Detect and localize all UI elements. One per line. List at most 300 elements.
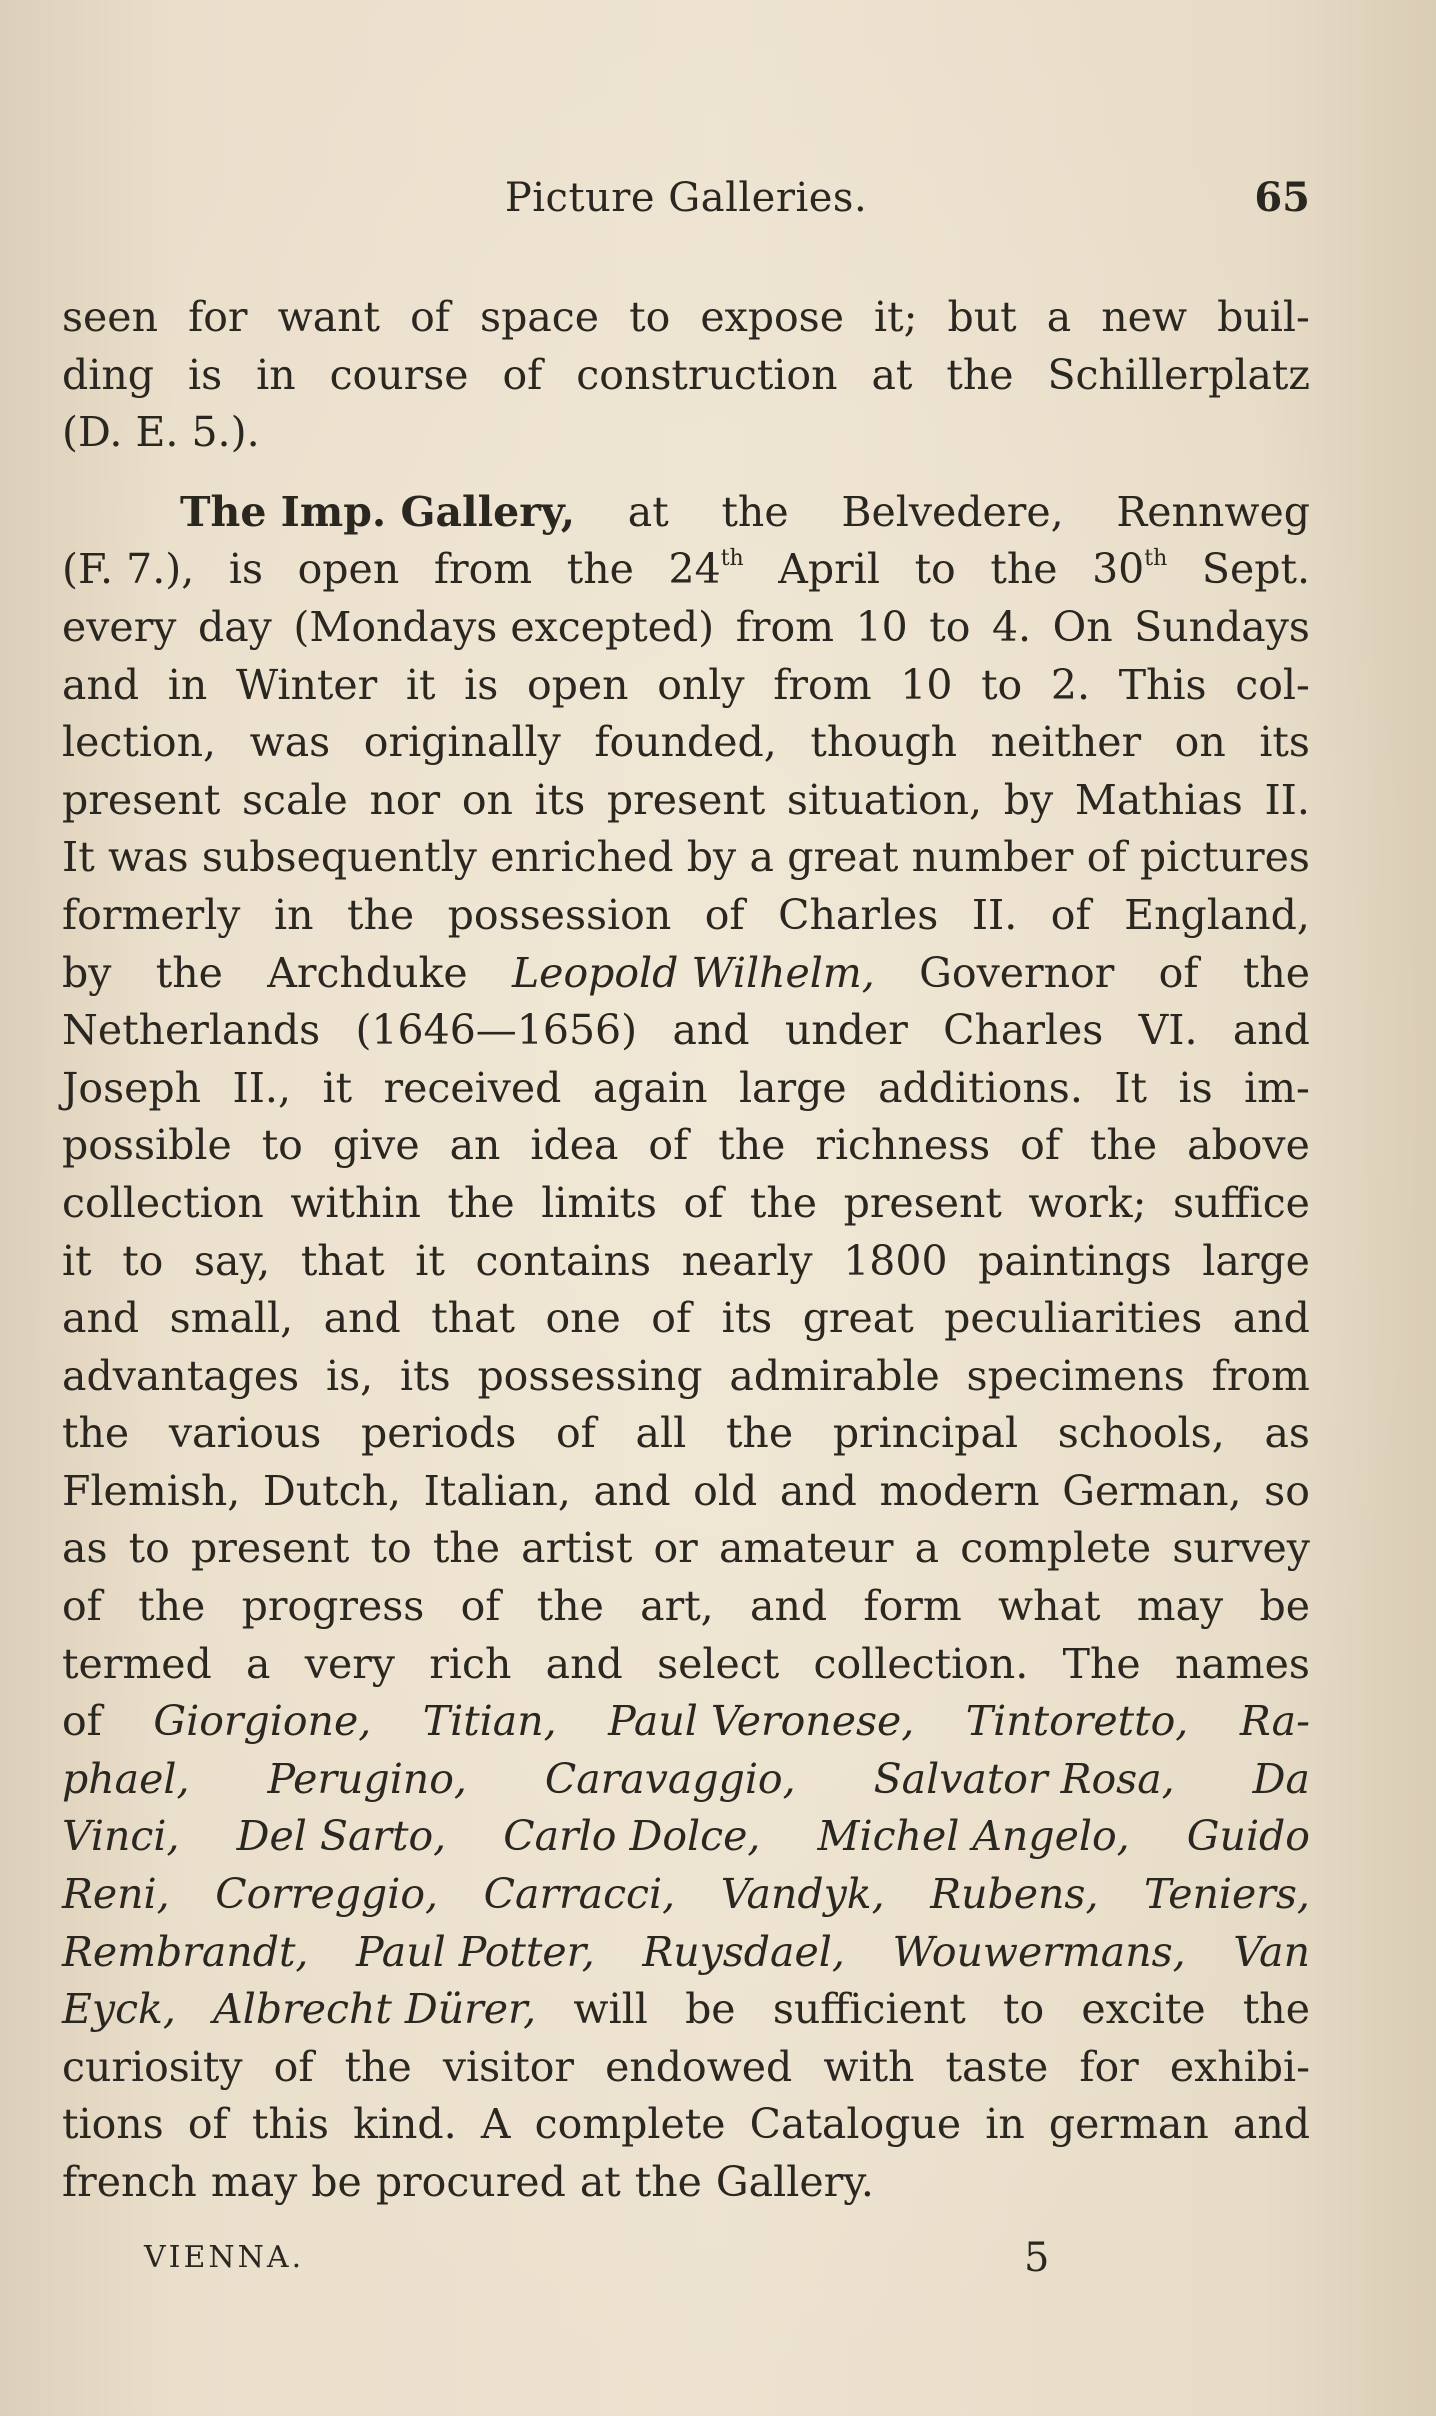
word: under	[784, 1006, 908, 1055]
word: german	[1048, 2100, 1209, 2149]
word: Eyck,	[62, 1985, 176, 2034]
word: from	[1211, 1351, 1310, 1400]
word: Giorgione,	[153, 1697, 372, 1746]
word: richness	[815, 1121, 991, 1170]
word: in	[256, 350, 296, 399]
word: Joseph	[62, 1063, 202, 1112]
word: by	[62, 948, 112, 997]
text-line	[62, 1924, 1310, 1982]
word: so	[1264, 1466, 1310, 1515]
word: the	[566, 545, 634, 594]
word: specimens	[966, 1351, 1185, 1400]
word: 10	[900, 660, 953, 709]
word: nor	[369, 775, 441, 824]
word: Perugino,	[267, 1754, 467, 1803]
word: possible	[62, 1121, 232, 1170]
word: be	[685, 1985, 736, 2034]
word: select	[657, 1639, 780, 1688]
word: VI.	[1138, 1006, 1198, 1055]
word: of	[62, 1582, 102, 1631]
word: progress	[241, 1582, 425, 1631]
word: suffice	[1173, 1178, 1310, 1227]
word: survey	[1172, 1524, 1310, 1573]
word: termed	[62, 1639, 212, 1688]
word: Correggio,	[215, 1870, 439, 1919]
text-line	[62, 1981, 1310, 2039]
word: principal	[832, 1409, 1019, 1458]
word: may	[1136, 1582, 1224, 1631]
word: it	[322, 1063, 353, 1112]
word: Schillerplatz	[1047, 350, 1310, 399]
word: the	[725, 1409, 794, 1458]
word: formerly	[62, 890, 241, 939]
word: additions.	[878, 1063, 1083, 1112]
word: at	[871, 350, 913, 399]
word: again	[592, 1063, 708, 1112]
text-line	[62, 1693, 1310, 1751]
text-line	[62, 1808, 1310, 1866]
word: 24th	[668, 545, 744, 594]
word: from	[433, 545, 533, 594]
word: collection	[62, 1178, 264, 1227]
word: Italian,	[423, 1466, 571, 1515]
word: sufficient	[772, 1985, 966, 2034]
word: tions	[62, 2100, 164, 2149]
word: of	[1086, 833, 1127, 882]
word: as	[62, 1524, 108, 1573]
word: a	[246, 1639, 271, 1688]
signature-numeral: 5	[1024, 2235, 1050, 2281]
word: the	[536, 1582, 604, 1631]
running-title: Picture Galleries.	[504, 175, 868, 221]
word: Leopold Wilhelm,	[511, 948, 875, 997]
word: Vinci,	[62, 1812, 180, 1861]
word: originally	[363, 718, 561, 767]
word: the	[1242, 948, 1310, 997]
word: (D. E. 5.).	[62, 408, 260, 457]
word: to	[128, 1524, 170, 1573]
word: founded,	[594, 718, 777, 767]
word: rich	[429, 1639, 512, 1688]
word: from	[735, 602, 835, 651]
word: On	[1052, 602, 1113, 651]
word: was	[107, 833, 189, 882]
word: its	[1259, 718, 1310, 767]
word: complete	[534, 2100, 726, 2149]
word: Teniers,	[1144, 1870, 1310, 1919]
word: Guido	[1186, 1812, 1310, 1861]
page-number: 65	[1254, 174, 1310, 221]
word: that	[300, 1236, 385, 1285]
word: im-	[1244, 1063, 1310, 1112]
word: It	[62, 833, 95, 882]
word: idea	[530, 1121, 619, 1170]
word: exhibi-	[1169, 2042, 1310, 2091]
word: for	[188, 293, 248, 341]
word: Belvedere,	[841, 487, 1064, 536]
word: of	[273, 2042, 314, 2091]
word: construction	[576, 350, 838, 399]
word: England,	[1124, 890, 1310, 939]
word: the	[1089, 1121, 1158, 1170]
word: and	[750, 1582, 828, 1631]
word: Reni,	[62, 1870, 170, 1919]
word: the	[749, 1178, 818, 1227]
text-line	[62, 945, 1310, 1003]
word: every	[62, 602, 177, 651]
text-line	[62, 1348, 1310, 1406]
word: Sept.	[1201, 545, 1310, 594]
word: collection.	[813, 1639, 1029, 1688]
running-head	[62, 168, 1310, 228]
word: its	[534, 775, 586, 824]
word: above	[1187, 1121, 1310, 1170]
text-line	[62, 541, 1310, 599]
word: subsequently	[201, 833, 477, 882]
word: schools,	[1057, 1409, 1225, 1458]
word: 10	[855, 602, 908, 651]
word: Vandyk,	[720, 1870, 885, 1919]
word: for	[1079, 2042, 1139, 2091]
word: in	[167, 660, 208, 709]
word: and	[1232, 2100, 1310, 2149]
word: only	[657, 660, 745, 709]
word: II.	[1264, 775, 1310, 824]
word: possession	[447, 890, 672, 939]
text-line	[62, 1636, 1310, 1694]
word: Sundays	[1134, 602, 1310, 651]
text-line	[62, 1405, 1310, 1463]
word: open	[526, 660, 629, 709]
word: Rennweg	[1116, 487, 1310, 536]
word: kind.	[353, 2100, 457, 2149]
text-line	[62, 1290, 1310, 1348]
word: Charles	[943, 1006, 1104, 1055]
word: of	[1020, 1121, 1060, 1170]
word: visitor	[442, 2042, 575, 2091]
word: advantages	[62, 1351, 300, 1400]
word: Titian,	[422, 1697, 557, 1746]
word: is	[464, 660, 499, 709]
text-line	[62, 1463, 1310, 1521]
word: of	[555, 1409, 596, 1458]
word: and	[323, 1294, 401, 1343]
word: col-	[1235, 660, 1310, 709]
word: of	[502, 350, 543, 399]
word: a	[1046, 293, 1072, 341]
word: present	[191, 1524, 350, 1573]
word: in	[273, 890, 314, 939]
word: is	[1178, 1063, 1213, 1112]
word: is,	[325, 1351, 374, 1400]
word: The	[1062, 1639, 1141, 1688]
word: Albrecht Dürer,	[213, 1985, 537, 2034]
word: This	[1118, 660, 1207, 709]
word: Da	[1252, 1754, 1310, 1803]
word: an	[449, 1121, 501, 1170]
word: limits	[541, 1178, 657, 1227]
word: very	[304, 1639, 395, 1688]
word: (F. 7.),	[62, 545, 195, 594]
word: the	[1242, 1985, 1310, 2034]
word: on	[461, 775, 513, 824]
word: procured	[375, 2158, 566, 2206]
word: of	[651, 1294, 692, 1343]
word: various	[168, 1409, 322, 1458]
word: amateur	[718, 1524, 894, 1573]
word: Salvator Rosa,	[873, 1754, 1175, 1803]
word: course	[329, 350, 469, 399]
word: complete	[960, 1524, 1152, 1573]
word: of	[187, 2100, 228, 2149]
word: pictures	[1139, 833, 1310, 882]
word: names	[1174, 1639, 1310, 1688]
text-line	[62, 1233, 1310, 1291]
word: its	[399, 1351, 451, 1400]
word: Carlo Dolce,	[503, 1812, 761, 1861]
word: the	[990, 545, 1058, 594]
word: and	[672, 1006, 750, 1055]
word: nearly	[681, 1236, 813, 1285]
text-line	[62, 657, 1310, 715]
word: within	[290, 1178, 421, 1227]
text-line	[62, 2039, 1310, 2097]
word: be	[1259, 1582, 1310, 1631]
word: periods	[361, 1409, 517, 1458]
word: it	[415, 1236, 445, 1285]
word: a	[914, 1524, 940, 1573]
word: with	[823, 2042, 915, 2091]
text-line	[62, 772, 1310, 830]
word: II.	[971, 890, 1018, 939]
word: one	[545, 1294, 621, 1343]
word: want	[277, 293, 381, 341]
text-line	[62, 347, 1310, 405]
word: old	[693, 1466, 758, 1515]
word: on	[1174, 718, 1226, 767]
word: and	[62, 660, 140, 709]
word: A	[480, 2100, 511, 2149]
word: and	[1232, 1294, 1310, 1343]
word: work;	[1028, 1178, 1147, 1227]
word: ding	[62, 350, 155, 399]
word: in	[985, 2100, 1025, 2149]
ordinal-suffix: th	[1144, 546, 1168, 572]
word: Archduke	[267, 948, 468, 997]
word: curiosity	[62, 2042, 243, 2091]
text-line	[62, 1578, 1310, 1636]
word: Paul Veronese,	[608, 1697, 915, 1746]
word: the	[155, 948, 223, 997]
word: artist	[521, 1524, 633, 1573]
word: to	[914, 545, 956, 594]
word: buil-	[1217, 293, 1310, 341]
text-line	[62, 1866, 1310, 1924]
word: and	[593, 1466, 671, 1515]
word: that	[431, 1294, 516, 1343]
word: Carracci,	[483, 1870, 676, 1919]
paragraph-gap	[62, 462, 1310, 484]
text-line	[62, 714, 1310, 772]
word: day	[197, 602, 272, 651]
word: Del Sarto,	[236, 1812, 447, 1861]
word: the	[138, 1582, 206, 1631]
word: its	[721, 1294, 773, 1343]
word: Mathias	[1074, 775, 1243, 824]
text-line	[62, 887, 1310, 945]
word: received	[383, 1063, 562, 1112]
word: to	[122, 1236, 164, 1285]
text-line	[62, 1175, 1310, 1233]
word: seen	[62, 293, 158, 341]
word: the	[347, 890, 415, 939]
word: the	[946, 350, 1014, 399]
word: as	[1264, 1409, 1310, 1458]
word: to	[981, 660, 1023, 709]
word: to	[629, 293, 671, 341]
text-line	[62, 2154, 1310, 2212]
word: of	[648, 1121, 689, 1170]
word: Rubens,	[930, 1870, 1099, 1919]
word: the	[62, 1409, 130, 1458]
word: large	[1202, 1236, 1310, 1285]
word: taste	[945, 2042, 1049, 2091]
word: of	[1050, 890, 1091, 939]
word: the	[432, 1524, 500, 1573]
word: Ruysdael,	[642, 1927, 845, 1976]
word: it	[405, 660, 436, 709]
word: and	[545, 1639, 623, 1688]
word: all	[635, 1409, 687, 1458]
word: lection,	[62, 718, 217, 767]
word: the	[721, 487, 789, 536]
word: say,	[193, 1236, 271, 1285]
word: 30th	[1092, 545, 1168, 594]
text-line	[62, 1117, 1310, 1175]
word: large	[738, 1063, 847, 1112]
word: (1646—1656)	[355, 1006, 638, 1055]
word: but	[947, 293, 1017, 341]
word: great	[802, 1294, 914, 1343]
word: phael,	[62, 1754, 190, 1803]
word: possessing	[477, 1351, 703, 1400]
word: the	[718, 1121, 786, 1170]
text-line	[62, 1060, 1310, 1118]
text-line	[62, 289, 1310, 347]
word: and	[1232, 1006, 1310, 1055]
word: Caravaggio,	[544, 1754, 796, 1803]
word: Rembrandt,	[62, 1927, 309, 1976]
word: or	[653, 1524, 698, 1573]
word: it;	[874, 293, 918, 341]
word: of	[1158, 948, 1199, 997]
text-line	[62, 1002, 1310, 1060]
word: though	[810, 718, 957, 767]
text-line	[62, 2096, 1310, 2154]
word: April	[778, 545, 880, 594]
word: and	[62, 1294, 140, 1343]
word: art,	[640, 1582, 714, 1631]
word: to	[261, 1121, 303, 1170]
word: be	[311, 2158, 362, 2206]
word: It	[1114, 1063, 1147, 1112]
word: Tintoretto,	[965, 1697, 1189, 1746]
word: situation,	[786, 775, 983, 824]
word: to	[1002, 1985, 1045, 2034]
word: small,	[169, 1294, 294, 1343]
word: Flemish,	[62, 1466, 241, 1515]
word: the	[447, 1178, 515, 1227]
word: Ra-	[1239, 1697, 1310, 1746]
word: 4.	[991, 602, 1032, 651]
word: Van	[1233, 1927, 1310, 1976]
word: Michel Angelo,	[817, 1812, 1130, 1861]
text-line	[62, 599, 1310, 657]
word: french	[62, 2158, 197, 2206]
word: number	[911, 833, 1074, 882]
word: admirable	[729, 1351, 940, 1400]
word: of	[62, 1697, 102, 1746]
word: of	[683, 1178, 724, 1227]
word: excite	[1081, 1985, 1206, 2034]
word: expose	[700, 293, 844, 341]
text-line	[62, 404, 1310, 462]
word: contains	[475, 1236, 651, 1285]
word: it	[62, 1236, 92, 1285]
word: of	[410, 293, 450, 341]
word: is	[187, 350, 223, 399]
word: peculiarities	[944, 1294, 1203, 1343]
word: Dutch,	[262, 1466, 402, 1515]
word: paintings	[978, 1236, 1172, 1285]
word: scale	[241, 775, 348, 824]
word: great	[787, 833, 899, 882]
word: a	[749, 833, 774, 882]
word: The Imp. Gallery,	[180, 487, 576, 536]
body-text	[62, 289, 1310, 2212]
word: the	[344, 2042, 412, 2091]
word: Governor	[919, 948, 1115, 997]
word: to	[929, 602, 971, 651]
word: was	[249, 718, 331, 767]
word: of	[704, 890, 745, 939]
word: the	[634, 2158, 702, 2206]
word: II.,	[232, 1063, 291, 1112]
word: new	[1101, 293, 1188, 341]
word: form	[863, 1582, 962, 1631]
word: present	[606, 775, 766, 824]
word: from	[773, 660, 872, 709]
word: 1800	[843, 1236, 948, 1285]
word: by	[1003, 775, 1054, 824]
text-line	[62, 1520, 1310, 1578]
word: what	[998, 1582, 1101, 1631]
word: open	[297, 545, 400, 594]
word: endowed	[605, 2042, 793, 2091]
word: by	[686, 833, 737, 882]
word: at	[579, 2158, 621, 2206]
word: neither	[990, 718, 1142, 767]
word: enriched	[490, 833, 674, 882]
word: Charles	[778, 890, 939, 939]
word: Netherlands	[62, 1006, 321, 1055]
word: and	[779, 1466, 857, 1515]
word: German,	[1062, 1466, 1242, 1515]
word: Wouwermans,	[892, 1927, 1186, 1976]
text-line	[62, 484, 1310, 542]
word: 2.	[1050, 660, 1091, 709]
word: Winter	[235, 660, 378, 709]
